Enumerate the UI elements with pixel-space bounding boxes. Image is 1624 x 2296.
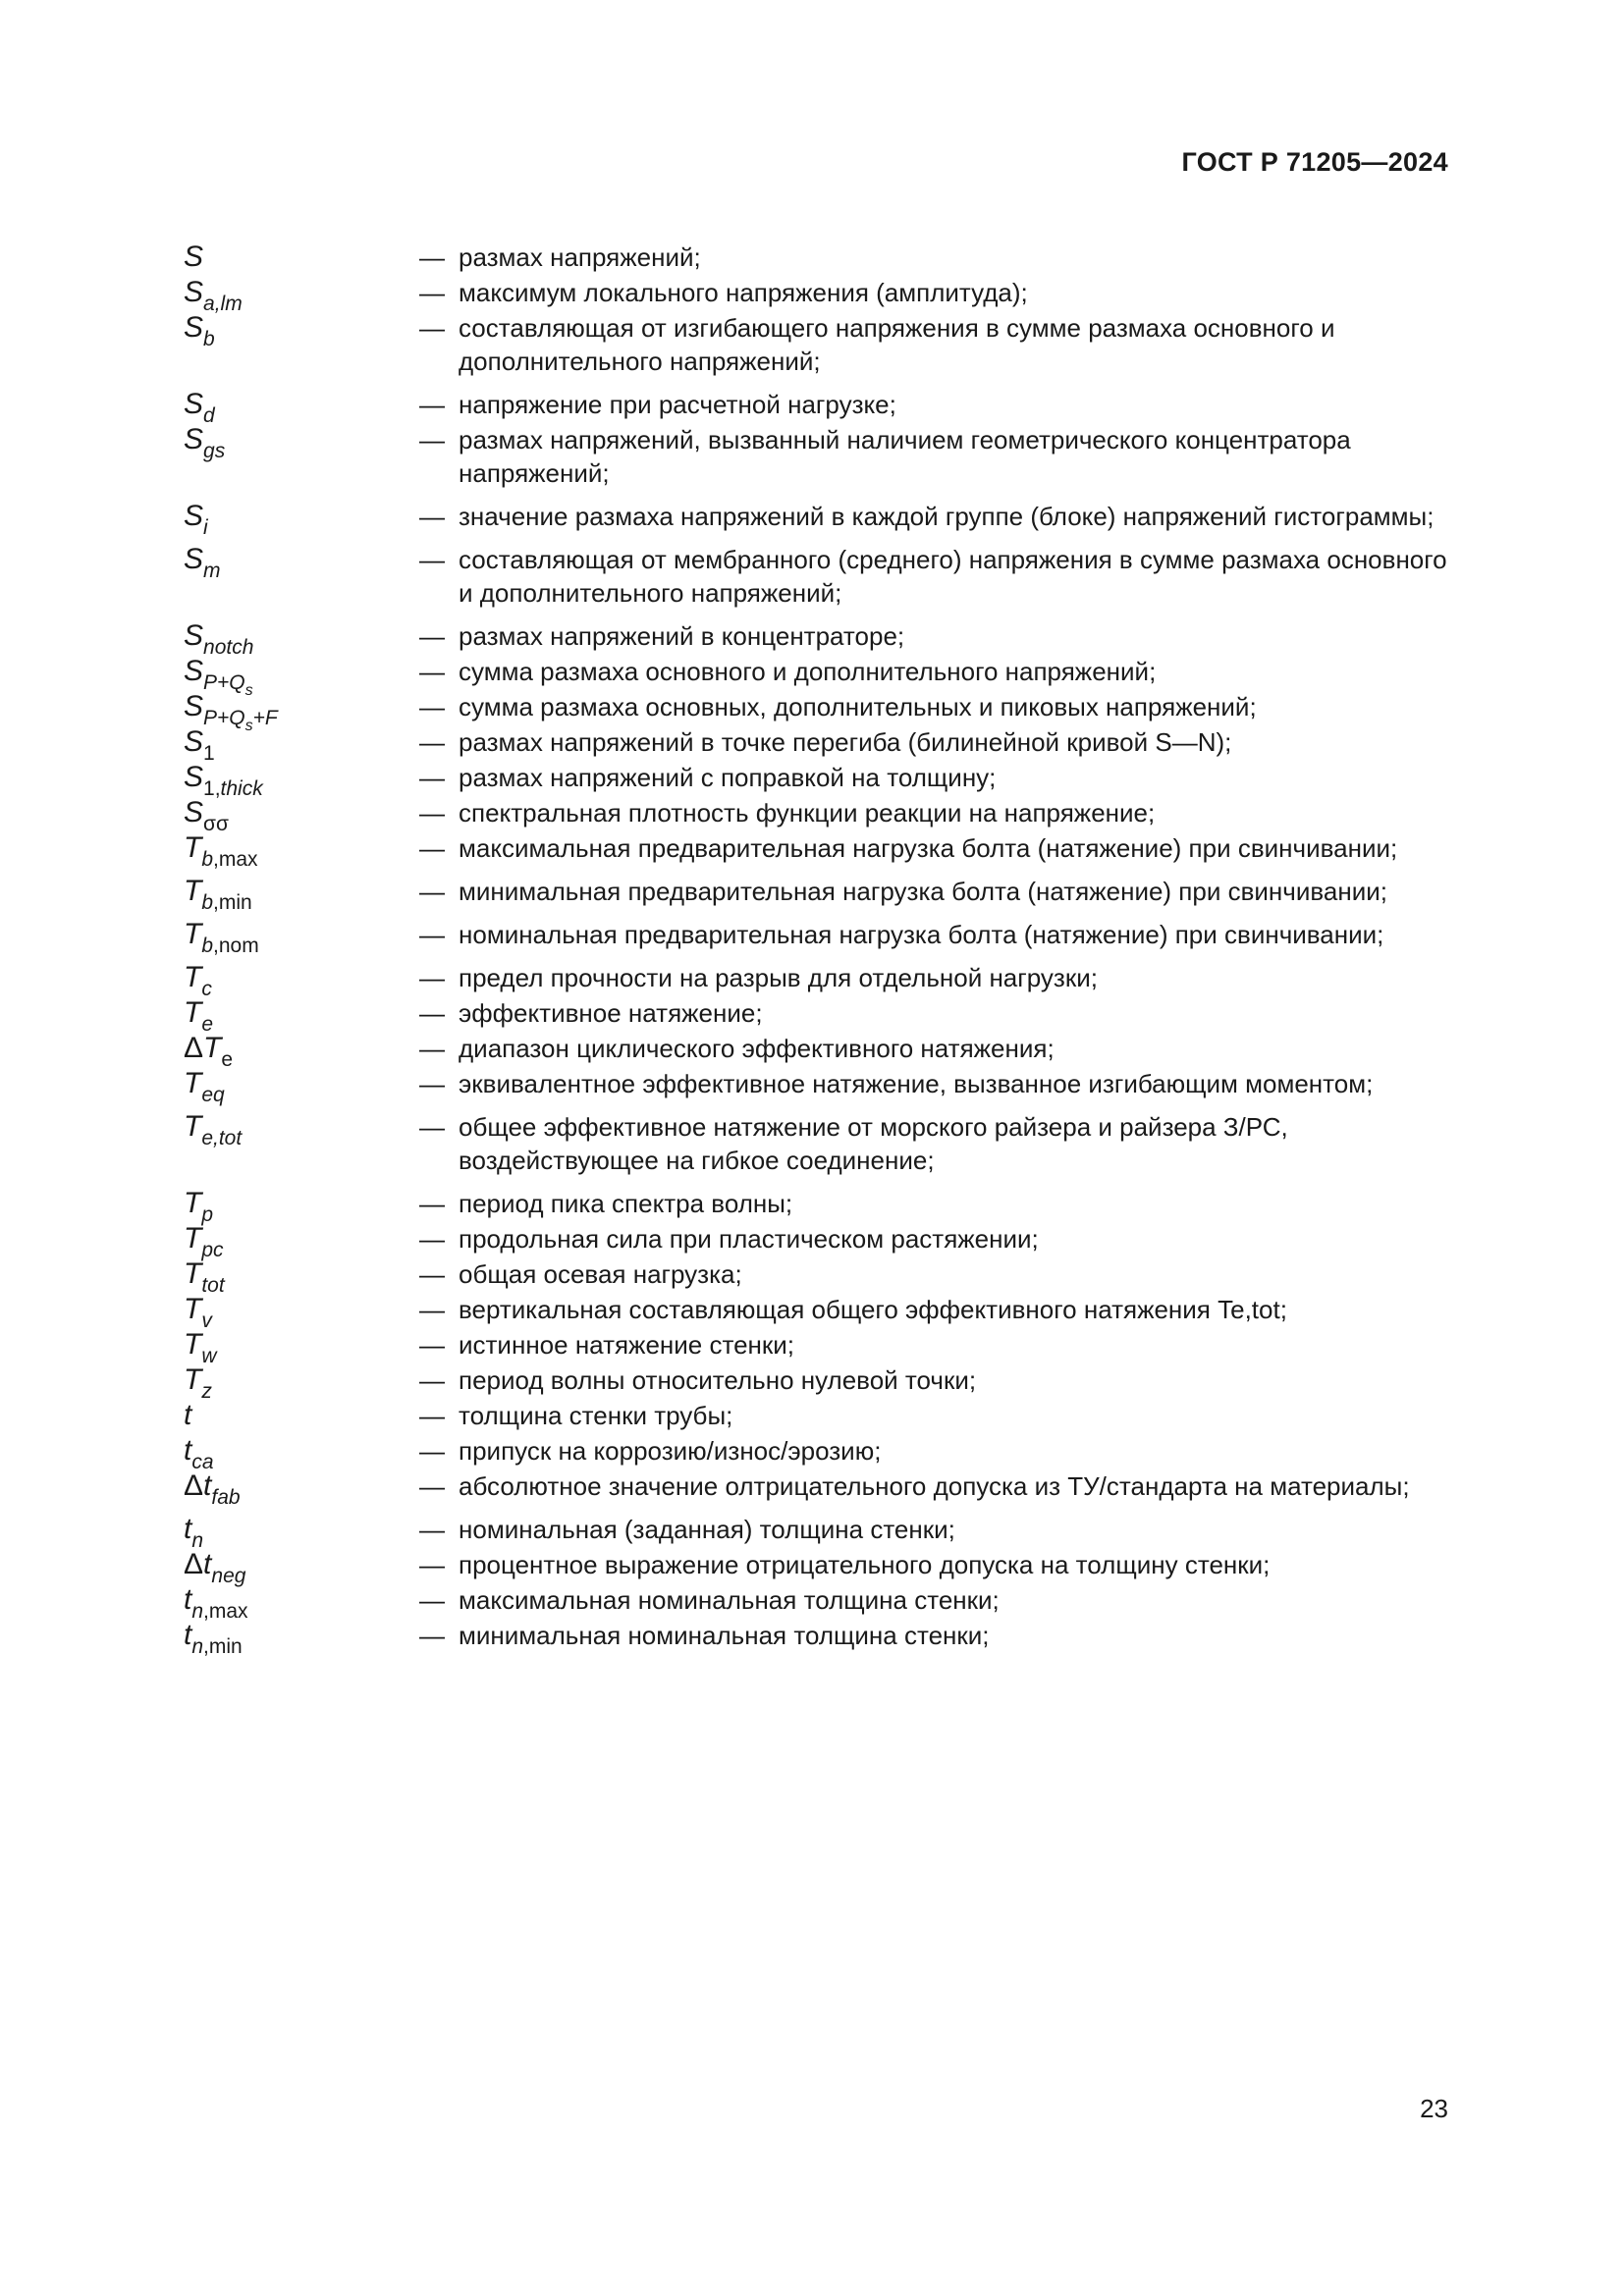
symbol: $S_{\sigma\sigma}$: [184, 796, 229, 835]
dash: —: [419, 727, 445, 757]
dash: —: [419, 313, 445, 343]
dash: —: [419, 545, 445, 574]
symbol-list: [184, 239, 1450, 1658]
list-item: [184, 309, 1450, 378]
dash: —: [419, 692, 445, 721]
page-number: 23: [1420, 2094, 1448, 2123]
description: период волны относительно нулевой точки;: [459, 1365, 977, 1395]
description: значение размаха напряжений в каждой группе (блоке) напряжений гистограммы;: [459, 502, 1435, 531]
description: составляющая от мембранного (среднего) напряжения в сумме размаха основного и дополнительного напряжений;: [459, 545, 1447, 608]
description: припуск на коррозию/износ/эрозию;: [459, 1436, 882, 1466]
description: максимальная номинальная толщина стенки;: [459, 1585, 1000, 1615]
symbol: $T_{eq}$: [184, 1067, 225, 1106]
document-header: ГОСТ Р 71205—2024: [1181, 147, 1448, 177]
symbol: $S_b$: [184, 311, 215, 350]
description: эквивалентное эффективное натяжение, вызванное изгибающим моментом;: [459, 1069, 1374, 1098]
symbol: $S_{P+Q_s+F}$: [184, 690, 278, 734]
symbol: $T_{pc}$: [184, 1222, 224, 1261]
description: номинальная (заданная) толщина стенки;: [459, 1515, 955, 1544]
symbol: $t_n$: [184, 1513, 204, 1552]
dash: —: [419, 763, 445, 792]
dash: —: [419, 1295, 445, 1324]
symbol: $T_z$: [184, 1363, 212, 1403]
dash: —: [419, 798, 445, 828]
dash: —: [419, 920, 445, 949]
dash: —: [419, 1189, 445, 1218]
description: вертикальная составляющая общего эффективного натяжения Te,tot;: [459, 1295, 1287, 1324]
dash: —: [419, 390, 445, 419]
list-item: [184, 1326, 1450, 1367]
list-item: [184, 1108, 1450, 1177]
list-item: [184, 1255, 1450, 1297]
dash: —: [419, 1515, 445, 1544]
dash: —: [419, 1112, 445, 1142]
list-item: [184, 794, 1450, 835]
dash: —: [419, 1585, 445, 1615]
description: размах напряжений, вызванный наличием геометрического концентратора напряжений;: [459, 425, 1351, 488]
description: сумма размаха основного и дополнительного напряжений;: [459, 657, 1157, 686]
list-item: [184, 1291, 1450, 1332]
dash: —: [419, 998, 445, 1028]
symbol: $T_e$: [184, 996, 214, 1036]
symbol: $S_{1,thick}$: [184, 761, 263, 800]
dash: —: [419, 1401, 445, 1430]
list-item: [184, 541, 1450, 610]
list-item: [184, 688, 1450, 734]
symbol: $T_{b,min}$: [184, 875, 252, 914]
symbol: $S_i$: [184, 500, 208, 539]
dash: —: [419, 1471, 445, 1501]
dash: —: [419, 425, 445, 454]
list-item: [184, 1065, 1450, 1106]
list-item: [184, 421, 1450, 490]
dash: —: [419, 502, 445, 531]
symbol: t: [184, 1399, 192, 1431]
dash: —: [419, 1034, 445, 1063]
dash: —: [419, 657, 445, 686]
symbol: $T_p$: [184, 1187, 214, 1226]
description: предел прочности на разрыв для отдельной нагрузки;: [459, 963, 1098, 992]
dash: —: [419, 278, 445, 307]
list-item: [184, 723, 1450, 765]
description: процентное выражение отрицательного допуска на толщину стенки;: [459, 1550, 1271, 1579]
list-item: [184, 1468, 1450, 1509]
list-item: [184, 759, 1450, 800]
list-item: [184, 1546, 1450, 1587]
list-item: [184, 617, 1450, 659]
symbol: $t_{n,max}$: [184, 1583, 248, 1623]
description: напряжение при расчетной нагрузке;: [459, 390, 896, 419]
dash: —: [419, 1436, 445, 1466]
list-item: [184, 994, 1450, 1036]
symbol: $\Delta T_e$: [184, 1032, 234, 1071]
description: размах напряжений в концентраторе;: [459, 621, 905, 651]
symbol: $T_v$: [184, 1293, 212, 1332]
symbol: $T_c$: [184, 961, 212, 1000]
dash: —: [419, 1621, 445, 1650]
description: период пика спектра волны;: [459, 1189, 793, 1218]
list-item: [184, 653, 1450, 699]
description: размах напряжений в точке перегиба (билинейной кривой S—N);: [459, 727, 1232, 757]
symbol: S: [184, 240, 204, 273]
list-item: [184, 1362, 1450, 1403]
symbol: $S_{gs}$: [184, 423, 226, 462]
description: минимальная предварительная нагрузка болта (натяжение) при свинчивании;: [459, 877, 1387, 906]
dash: —: [419, 833, 445, 863]
list-item: [184, 959, 1450, 1000]
description: составляющая от изгибающего напряжения в сумме размаха основного и дополнительного напряжений;: [459, 313, 1335, 376]
description: максимальная предварительная нагрузка болта (натяжение) при свинчивании;: [459, 833, 1398, 863]
description: толщина стенки трубы;: [459, 1401, 733, 1430]
list-item: [184, 498, 1450, 539]
description: сумма размаха основных, дополнительных и пиковых напряжений;: [459, 692, 1257, 721]
list-item: [184, 829, 1450, 871]
symbol: $t_{ca}$: [184, 1434, 214, 1473]
description: общая осевая нагрузка;: [459, 1259, 742, 1289]
symbol: $T_{b,nom}$: [184, 918, 259, 957]
list-item: [184, 274, 1450, 315]
symbol: $t_{n,min}$: [184, 1619, 243, 1658]
dash: —: [419, 1069, 445, 1098]
symbol: $S_{P+Q_s}$: [184, 655, 253, 699]
dash: —: [419, 1259, 445, 1289]
symbol: $T_w$: [184, 1328, 217, 1367]
dash: —: [419, 963, 445, 992]
dash: —: [419, 877, 445, 906]
description: номинальная предварительная нагрузка болта (натяжение) при свинчивании;: [459, 920, 1384, 949]
symbol: $T_{e,tot}$: [184, 1110, 243, 1149]
description: абсолютное значение олтрицательного допуска из ТУ/стандарта на материалы;: [459, 1471, 1410, 1501]
list-item: [184, 1220, 1450, 1261]
list-item: [184, 1432, 1450, 1473]
dash: —: [419, 1224, 445, 1254]
description: продольная сила при пластическом растяжении;: [459, 1224, 1039, 1254]
description: истинное натяжение стенки;: [459, 1330, 795, 1360]
symbol: $S_1$: [184, 725, 215, 765]
symbol: $T_{tot}$: [184, 1257, 225, 1297]
symbol: $S_d$: [184, 388, 215, 427]
symbol: $\Delta t_{neg}$: [184, 1548, 246, 1587]
dash: —: [419, 1330, 445, 1360]
list-item: [184, 916, 1450, 957]
description: общее эффективное натяжение от морского райзера и райзера З/РС, воздействующее на гибкое соединение;: [459, 1112, 1288, 1175]
list-item: [184, 1581, 1450, 1623]
list-item: [184, 1185, 1450, 1226]
list-item: [184, 1511, 1450, 1552]
symbol: $S_m$: [184, 543, 221, 582]
symbol: $S_{notch}$: [184, 619, 254, 659]
description: диапазон циклического эффективного натяжения;: [459, 1034, 1055, 1063]
symbol: $S_{a,lm}$: [184, 276, 243, 315]
description: эффективное натяжение;: [459, 998, 763, 1028]
list-item: [184, 1617, 1450, 1658]
list-item: [184, 873, 1450, 914]
dash: —: [419, 1550, 445, 1579]
dash: —: [419, 621, 445, 651]
symbol: $T_{b,max}$: [184, 831, 258, 871]
dash: —: [419, 1365, 445, 1395]
list-item: [184, 1397, 1450, 1432]
description: минимальная номинальная толщина стенки;: [459, 1621, 990, 1650]
description: размах напряжений с поправкой на толщину;: [459, 763, 997, 792]
description: спектральная плотность функции реакции на напряжение;: [459, 798, 1156, 828]
description: максимум локального напряжения (амплитуда);: [459, 278, 1028, 307]
list-item: [184, 239, 1450, 274]
list-item: [184, 1030, 1450, 1071]
symbol: $\Delta t_{fab}$: [184, 1469, 241, 1509]
description: размах напряжений;: [459, 242, 701, 272]
dash: —: [419, 242, 445, 272]
list-item: [184, 386, 1450, 427]
